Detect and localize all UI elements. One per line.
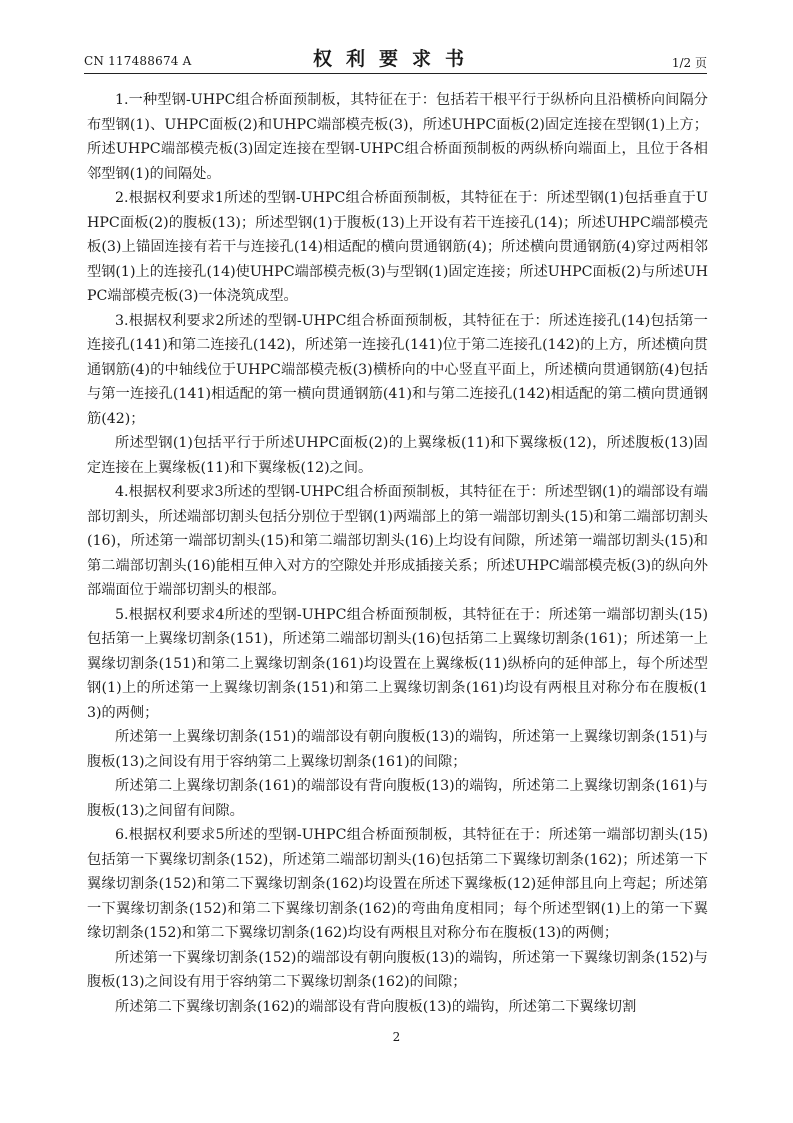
claim-6: 6.根据权利要求5所述的型钢-UHPC组合桥面预制板，其特征在于：所述第一端部切割头(15)包括第一下翼缘切割条(152)，所述第二端部切割头(16)包括第二下翼缘切割条(162)；所述第一下翼缘切割条(152)和第二下翼缘切割条(162)均设置在所述下翼缘板(12)延伸部且向上弯起；所述第一下翼缘切割条(152)和第二下翼缘切割条(162)的弯曲角度相同；每个所述型钢(1)上的第一下翼缘切割条(152)和第二下翼缘切割条(162)均设有两根且对称分布在腹板(13)的两侧；: [87, 827, 708, 941]
page-header: [84, 44, 707, 72]
claim-2: 2.根据权利要求1所述的型钢-UHPC组合桥面预制板，其特征在于：所述型钢(1)包括垂直于UHPC面板(2)的腹板(13)；所述型钢(1)于腹板(13)上开设有若干连接孔(14)；所述UHPC端部模壳板(3)上锚固连接有若干与连接孔(14)相适配的横向贯通钢筋(4)；所述横向贯通钢筋(4)穿过两相邻型钢(1)上的连接孔(14)使UHPC端部模壳板(3)与型钢(1)固定连接；所述UHPC面板(2)与所述UHPC端部模壳板(3)一体浇筑成型。: [87, 190, 708, 304]
claims-body: [87, 88, 708, 1019]
claim-5-paragraph-3: 所述第二上翼缘切割条(161)的端部设有背向腹板(13)的端钩，所述第二上翼缘切割条(161)与腹板(13)之间留有间隙。: [87, 778, 708, 819]
page-title: 权利要求书: [312, 48, 478, 70]
page-number: 2: [392, 1030, 401, 1044]
claim-5: 5.根据权利要求4所述的型钢-UHPC组合桥面预制板，其特征在于：所述第一端部切割头(15)包括第一上翼缘切割条(151)，所述第二端部切割头(16)包括第二上翼缘切割条(161)；所述第一上翼缘切割条(151)和第二上翼缘切割条(161)均设置在上翼缘板(11)纵桥向的延伸部上，每个所述型钢(1)上的所述第一上翼缘切割条(151)和第二上翼缘切割条(161)均设有两根且对称分布在腹板(13)的两侧；: [87, 606, 708, 721]
page-indicator: 1/2 页: [671, 56, 707, 70]
claim-3-paragraph-2: 所述型钢(1)包括平行于所述UHPC面板(2)的上翼缘板(11)和下翼缘板(12)，所述腹板(13)固定连接在上翼缘板(11)和下翼缘板(12)之间。: [87, 435, 708, 476]
claim-3: 3.根据权利要求2所述的型钢-UHPC组合桥面预制板，其特征在于：所述连接孔(14)包括第一连接孔(141)和第二连接孔(142)，所述第一连接孔(141)位于第二连接孔(142)的上方，所述横向贯通钢筋(4)的中轴线位于UHPC端部模壳板(3)横桥向的中心竖直平面上，所述横向贯通钢筋(4)包括与第一连接孔(141)相适配的第一横向贯通钢筋(41)和与第二连接孔(142)相适配的第二横向贯通钢筋(42)；: [87, 312, 708, 427]
header-divider: [84, 73, 707, 74]
claim-4: 4.根据权利要求3所述的型钢-UHPC组合桥面预制板，其特征在于：所述型钢(1)的端部设有端部切割头，所述端部切割头包括分别位于型钢(1)两端部上的第一端部切割头(15)和第二端部切割头(16)，所述第一端部切割头(15)和第二端部切割头(16)上均设有间隙，所述第一端部切割头(15)和第二端部切割头(16)能相互伸入对方的空隙处并形成插接关系；所述UHPC端部模壳板(3)的纵向外部端面位于端部切割头的根部。: [87, 484, 708, 598]
claim-1: 1.一种型钢-UHPC组合桥面预制板，其特征在于：包括若干根平行于纵桥向且沿横桥向间隔分布型钢(1)、UHPC面板(2)和UHPC端部模壳板(3)，所述UHPC面板(2)固定连接在型钢(1)上方；所述UHPC端部模壳板(3)固定连接在型钢-UHPC组合桥面预制板的两纵桥向端面上，且位于各相邻型钢(1)的间隔处。: [87, 92, 708, 182]
claim-5-paragraph-2: 所述第一上翼缘切割条(151)的端部设有朝向腹板(13)的端钩，所述第一上翼缘切割条(151)与腹板(13)之间设有用于容纳第二上翼缘切割条(161)的间隙；: [87, 729, 708, 770]
claim-6-paragraph-2: 所述第一下翼缘切割条(152)的端部设有朝向腹板(13)的端钩，所述第一下翼缘切割条(152)与腹板(13)之间设有用于容纳第二下翼缘切割条(162)的间隙；: [87, 949, 708, 990]
patent-number: CN 117488674 A: [84, 54, 192, 68]
claim-6-paragraph-3: 所述第二下翼缘切割条(162)的端部设有背向腹板(13)的端钩，所述第二下翼缘切割: [115, 998, 637, 1015]
